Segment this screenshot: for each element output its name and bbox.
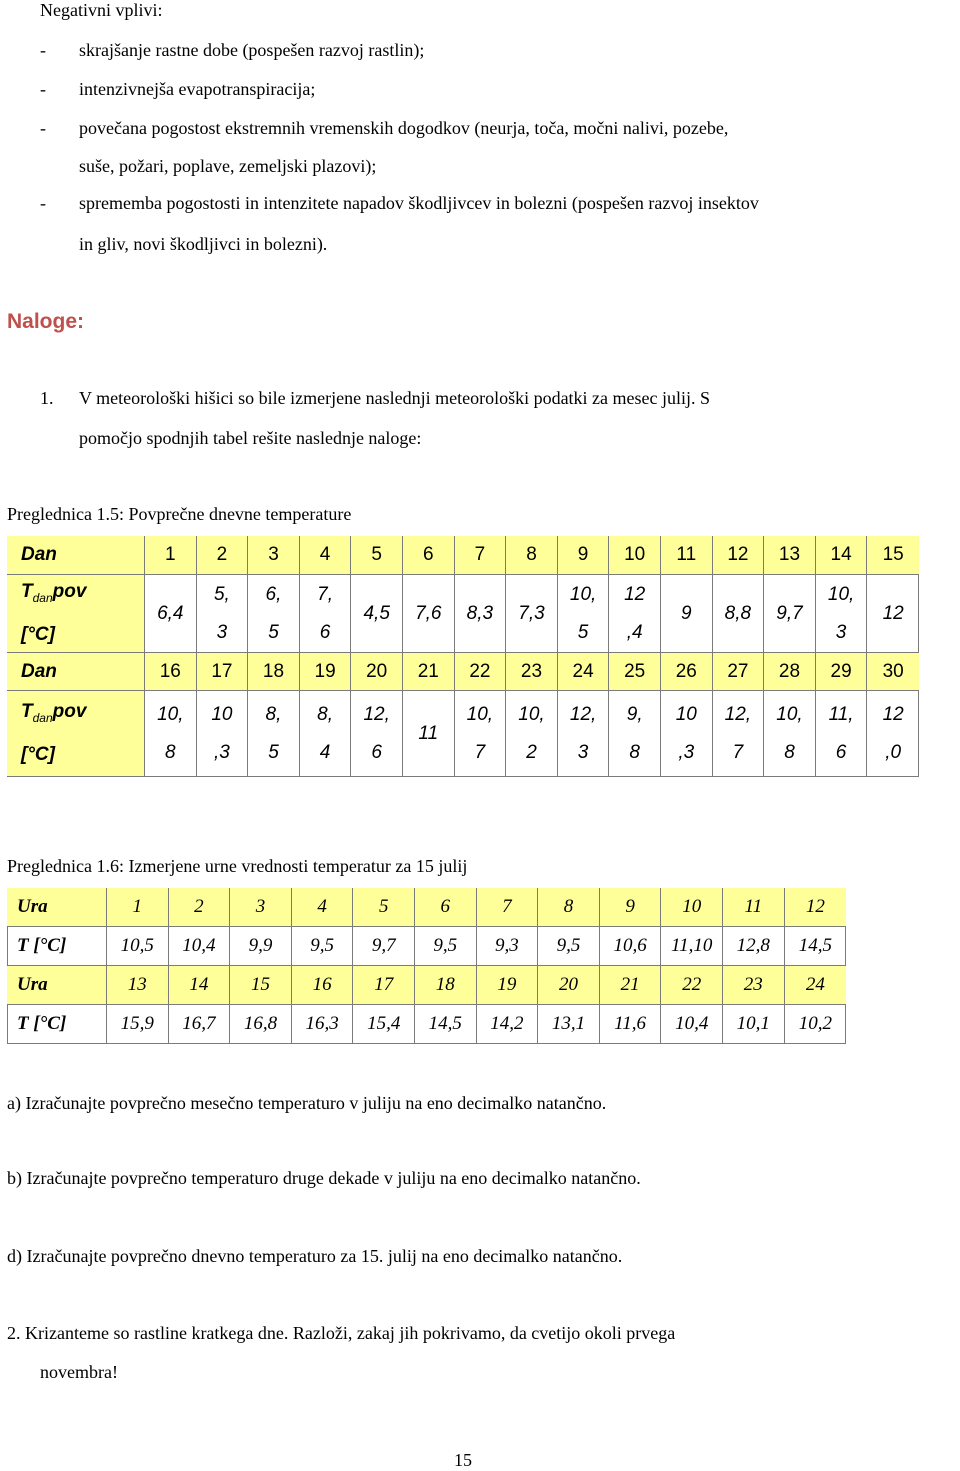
row-header-label: Dan <box>21 544 57 565</box>
intro-bullet-text: in gliv, novi škodljivci in bolezni). <box>79 234 328 254</box>
intro-bullet-text: intenzivnejša evapotranspiracija; <box>79 79 316 99</box>
temperature-cell: 9,9 <box>230 927 292 966</box>
task2-line2: novembra! <box>40 1362 118 1382</box>
hour-cell: 14 <box>169 966 231 1005</box>
temperature-value-part: 12 <box>882 602 904 624</box>
day-cell: 17 <box>197 653 249 691</box>
label-main: T <box>21 580 33 602</box>
question-d: d) Izračunajte povprečno dnevno temperaturo za 15. julij na eno decimalko natančno. <box>7 1246 623 1266</box>
hour-cell: 7 <box>477 888 539 927</box>
temperature-cell <box>145 575 197 653</box>
temperature-cell <box>867 575 919 653</box>
day-cell: 27 <box>713 653 765 691</box>
row-header-label: Dan <box>21 660 57 682</box>
day-cell: 23 <box>506 653 558 691</box>
hour-cell: 15 <box>230 966 292 1005</box>
row-header-temperature <box>7 575 145 653</box>
temperature-value-part: 3 <box>216 621 228 643</box>
temperature-cell <box>558 691 610 777</box>
hour-cell: 13 <box>107 966 169 1005</box>
day-cell: 11 <box>661 536 713 575</box>
temperature-value-part: ,4 <box>626 621 643 643</box>
temperature-value-part: 4 <box>319 741 331 763</box>
intro-bullet-text: suše, požari, poplave, zemeljski plazovi); <box>79 156 377 176</box>
day-cell: 1 <box>145 536 197 575</box>
temperature-value-part: 9,7 <box>776 602 803 624</box>
table2-caption: Preglednica 1.6: Izmerjene urne vrednosti temperatur za 15 julij <box>7 856 468 876</box>
temperature-value-part: 8 <box>165 741 176 763</box>
temperature-cell: 16,8 <box>230 1005 292 1044</box>
row-header-day <box>7 653 145 691</box>
page-number: 15 <box>454 1450 472 1470</box>
temperature-value-part: 8,3 <box>466 602 494 624</box>
hour-cell: 22 <box>661 966 723 1005</box>
hour-cell: 8 <box>538 888 600 927</box>
temperature-value-part: 12 <box>882 703 904 725</box>
table1-caption: Preglednica 1.5: Povprečne dnevne temperature <box>7 504 352 524</box>
day-cell: 22 <box>455 653 507 691</box>
temperature-value-part: 6, <box>265 583 282 605</box>
hour-cell: 18 <box>415 966 477 1005</box>
temperature-value-part: 5, <box>213 583 230 605</box>
hour-cell: 5 <box>353 888 415 927</box>
day-cell: 30 <box>867 653 919 691</box>
row-header-label <box>21 693 86 737</box>
temperature-cell <box>351 691 403 777</box>
temperature-cell <box>713 691 765 777</box>
temperature-cell: 14,5 <box>415 1005 477 1044</box>
hour-cell: 4 <box>292 888 354 927</box>
temperature-cell: 14,5 <box>785 927 847 966</box>
hour-cell: 6 <box>415 888 477 927</box>
question-a: a) Izračunajte povprečno mesečno temperaturo v juliju na eno decimalko natančno. <box>7 1093 607 1113</box>
temperature-value-part: 12, <box>724 703 752 725</box>
label-suffix: pov <box>52 700 87 722</box>
day-cell: 29 <box>816 653 868 691</box>
temperature-cell: 10,4 <box>661 1005 723 1044</box>
task1-text-line1: V meteorološki hišici so bile izmerjene naslednji meteorološki podatki za mesec julij. S <box>79 388 711 408</box>
temperature-value-part: ,3 <box>213 741 230 763</box>
intro-bullet-text: sprememba pogostosti in intenzitete napadov škodljivcev in bolezni (pospešen razvoj insektov <box>79 193 759 213</box>
task1-text-line2: pomočjo spodnjih tabel rešite naslednje naloge: <box>79 428 422 448</box>
row-header-hour: Ura <box>7 888 107 927</box>
task1-number: 1. <box>40 388 54 408</box>
temperature-value-part: 9 <box>681 602 692 624</box>
day-cell: 19 <box>300 653 352 691</box>
temperature-value-part: 5 <box>268 741 279 763</box>
temperature-cell <box>609 691 661 777</box>
temperature-value-part: 7 <box>474 741 486 763</box>
temperature-cell <box>145 691 197 777</box>
row-header-day <box>7 536 145 575</box>
temperature-value-part: 10, <box>466 703 494 725</box>
temperature-value-part: 7,6 <box>415 602 442 624</box>
temperature-cell <box>764 575 816 653</box>
day-cell: 26 <box>661 653 713 691</box>
temperature-cell: 10,6 <box>600 927 662 966</box>
day-cell: 14 <box>816 536 868 575</box>
temperature-value-part: 2 <box>526 741 537 763</box>
label-suffix: pov <box>52 580 87 602</box>
temperature-cell <box>609 575 661 653</box>
temperature-cell: 9,5 <box>538 927 600 966</box>
temperature-cell: 15,4 <box>353 1005 415 1044</box>
temperature-value-part: 12, <box>569 703 597 725</box>
row-header-unit: [°C] <box>21 624 55 646</box>
temperature-value-part: 10, <box>157 703 184 725</box>
day-cell: 7 <box>455 536 507 575</box>
hour-cell: 23 <box>723 966 785 1005</box>
temperature-cell: 10,2 <box>785 1005 847 1044</box>
temperature-value-part: 10 <box>675 703 697 725</box>
temperature-value-part: 4,5 <box>363 602 390 624</box>
temperature-value-part: 8, <box>317 703 334 725</box>
temperature-value-part: 11, <box>828 703 854 725</box>
day-cell: 4 <box>300 536 352 575</box>
day-cell: 24 <box>558 653 610 691</box>
temperature-value-part: 7,3 <box>518 602 545 624</box>
day-cell: 18 <box>248 653 300 691</box>
hour-cell: 11 <box>723 888 785 927</box>
label-subscript: dan <box>32 590 53 605</box>
intro-bullet-text: skrajšanje rastne dobe (pospešen razvoj rastlin); <box>79 40 425 60</box>
day-cell: 13 <box>764 536 816 575</box>
day-cell: 3 <box>248 536 300 575</box>
temperature-value-part: 10, <box>776 703 803 725</box>
temperature-cell: 10,4 <box>169 927 231 966</box>
temperature-cell <box>248 575 300 653</box>
day-cell: 28 <box>764 653 816 691</box>
temperature-value-part: ,3 <box>678 741 695 763</box>
temperature-cell <box>867 691 919 777</box>
temperature-cell <box>455 575 507 653</box>
day-cell: 21 <box>403 653 455 691</box>
temperature-cell <box>403 691 455 777</box>
temperature-cell: 16,7 <box>169 1005 231 1044</box>
temperature-cell: 11,10 <box>661 927 723 966</box>
temperature-cell: 13,1 <box>538 1005 600 1044</box>
day-cell: 5 <box>351 536 403 575</box>
temperature-value-part: 10, <box>518 703 545 725</box>
hour-cell: 20 <box>538 966 600 1005</box>
temperature-cell: 9,3 <box>477 927 539 966</box>
temperature-value-part: 6 <box>371 741 382 763</box>
bullet-dash: - <box>40 193 46 213</box>
temperature-cell <box>661 691 713 777</box>
temperature-value-part: 5 <box>268 621 279 643</box>
temperature-value-part: 8, <box>265 703 282 725</box>
day-cell: 15 <box>867 536 919 575</box>
hour-cell: 2 <box>169 888 231 927</box>
day-cell: 12 <box>713 536 765 575</box>
hour-cell: 16 <box>292 966 354 1005</box>
temperature-cell: 16,3 <box>292 1005 354 1044</box>
temperature-cell: 12,8 <box>723 927 785 966</box>
day-cell: 2 <box>197 536 249 575</box>
temperature-cell <box>713 575 765 653</box>
temperature-cell <box>248 691 300 777</box>
temperature-cell: 10,1 <box>723 1005 785 1044</box>
temperature-value-part: 11 <box>418 722 439 744</box>
temperature-cell <box>816 575 868 653</box>
temperature-value-part: 8 <box>784 741 795 763</box>
temperature-cell <box>558 575 610 653</box>
day-cell: 6 <box>403 536 455 575</box>
temperature-cell <box>197 575 249 653</box>
temperature-value-part: 12 <box>624 583 646 605</box>
temperature-cell <box>661 575 713 653</box>
label-subscript: dan <box>32 710 53 725</box>
task2-line1: 2. Krizanteme so rastline kratkega dne. Razloži, zakaj jih pokrivamo, da cvetijo okoli prvega <box>7 1323 676 1343</box>
temperature-value-part: 10, <box>569 583 597 605</box>
temperature-value-part: 6 <box>319 621 331 643</box>
hour-cell: 19 <box>477 966 539 1005</box>
temperature-cell: 15,9 <box>107 1005 169 1044</box>
temperature-value-part: ,0 <box>885 741 902 763</box>
hour-cell: 24 <box>785 966 847 1005</box>
tasks-heading: Naloge: <box>7 310 85 333</box>
label-main: T <box>21 700 33 722</box>
temperature-cell: 9,5 <box>415 927 477 966</box>
row-header-temperature: T [°C] <box>7 1005 107 1044</box>
hour-cell: 17 <box>353 966 415 1005</box>
temperature-cell: 10,5 <box>107 927 169 966</box>
temperature-cell <box>351 575 403 653</box>
intro-bullet-text: povečana pogostost ekstremnih vremenskih dogodkov (neurja, toča, močni nalivi, pozebe, <box>79 118 729 138</box>
hour-cell: 10 <box>661 888 723 927</box>
day-cell: 8 <box>506 536 558 575</box>
hour-cell: 9 <box>600 888 662 927</box>
temperature-cell: 9,7 <box>353 927 415 966</box>
temperature-cell: 11,6 <box>600 1005 662 1044</box>
temperature-value-part: 12, <box>363 703 390 725</box>
row-header-temperature <box>7 691 145 777</box>
temperature-cell <box>455 691 507 777</box>
temperature-value-part: 5 <box>577 621 589 643</box>
temperature-cell: 14,2 <box>477 1005 539 1044</box>
temperature-cell <box>816 691 868 777</box>
temperature-cell <box>300 575 352 653</box>
day-cell: 20 <box>351 653 403 691</box>
day-cell: 16 <box>145 653 197 691</box>
day-cell: 9 <box>558 536 610 575</box>
temperature-value-part: 6,4 <box>157 602 184 624</box>
day-cell: 10 <box>609 536 661 575</box>
temperature-value-part: 10, <box>827 583 855 605</box>
bullet-dash: - <box>40 118 46 138</box>
temperature-value-part: 6 <box>835 741 847 763</box>
temperature-value-part: 3 <box>577 741 589 763</box>
question-b: b) Izračunajte povprečno temperaturo druge dekade v juliju na eno decimalko natančno. <box>7 1168 641 1188</box>
temperature-value-part: 8 <box>629 741 640 763</box>
temperature-cell <box>764 691 816 777</box>
hour-cell: 21 <box>600 966 662 1005</box>
hour-cell: 12 <box>785 888 847 927</box>
temperature-cell <box>300 691 352 777</box>
intro-title: Negativni vplivi: <box>40 0 163 20</box>
temperature-cell <box>506 691 558 777</box>
temperature-value-part: 7 <box>732 741 744 763</box>
row-header-unit: [°C] <box>21 744 55 766</box>
temperature-cell <box>197 691 249 777</box>
hour-cell: 3 <box>230 888 292 927</box>
temperature-value-part: 7, <box>317 583 334 605</box>
row-header-hour: Ura <box>7 966 107 1005</box>
temperature-value-part: 8,8 <box>724 602 752 624</box>
row-header-label <box>21 573 86 617</box>
temperature-cell: 9,5 <box>292 927 354 966</box>
day-cell: 25 <box>609 653 661 691</box>
bullet-dash: - <box>40 79 46 99</box>
temperature-cell <box>506 575 558 653</box>
temperature-cell <box>403 575 455 653</box>
bullet-dash: - <box>40 40 46 60</box>
hour-cell: 1 <box>107 888 169 927</box>
temperature-value-part: 3 <box>835 621 847 643</box>
row-header-temperature: T [°C] <box>7 927 107 966</box>
temperature-value-part: 10 <box>211 703 233 725</box>
temperature-value-part: 9, <box>626 703 643 725</box>
